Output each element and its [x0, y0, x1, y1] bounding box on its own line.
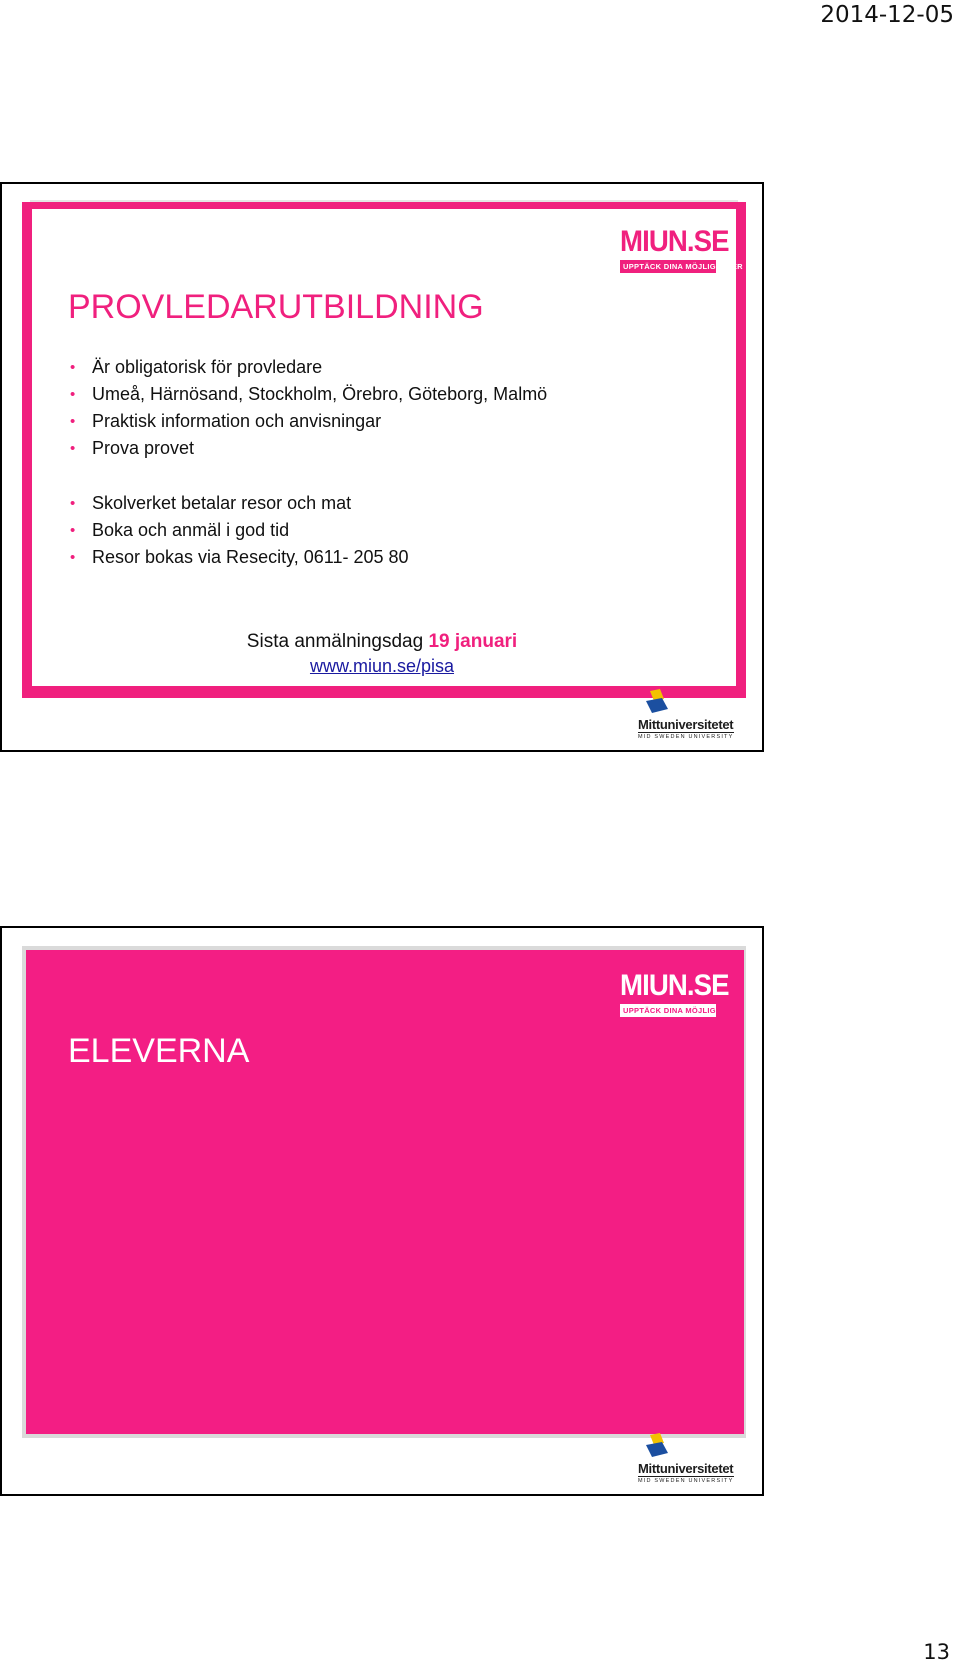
deadline-block — [2, 630, 762, 679]
list-item: • Prova provet — [68, 435, 547, 462]
university-logo — [638, 1433, 734, 1484]
list-item: • Boka och anmäl i god tid — [68, 517, 547, 544]
logo-tagline: UPPTÄCK DINA MÖJLIGHETER — [620, 1004, 716, 1017]
university-subtitle: MID SWEDEN UNIVERSITY — [638, 1478, 734, 1484]
logo-tagline: UPPTÄCK DINA MÖJLIGHETER — [620, 260, 716, 273]
miun-logo — [620, 225, 743, 273]
logo-wordmark: MIUN.SE — [620, 969, 729, 1002]
slide-title: PROVLEDARUTBILDNING — [68, 288, 484, 326]
slide-eleverna — [0, 926, 764, 1496]
list-item: • Är obligatorisk för provledare — [68, 354, 547, 381]
logo-wordmark: MIUN.SE — [620, 225, 729, 258]
university-name: Mittuniversitetet — [638, 1461, 734, 1476]
deadline-date: 19 januari — [428, 631, 518, 652]
bullet-icon: • — [70, 495, 76, 512]
bullet-icon: • — [70, 522, 76, 539]
university-subtitle: MID SWEDEN UNIVERSITY — [638, 734, 734, 740]
slide-title: ELEVERNA — [68, 1032, 250, 1070]
pink-panel — [22, 946, 746, 1438]
bullet-list — [68, 354, 547, 571]
university-emblem-icon — [642, 689, 672, 715]
list-item: • Skolverket betalar resor och mat — [68, 490, 547, 517]
list-item: • Praktisk information och anvisningar — [68, 408, 547, 435]
bullet-icon: • — [70, 359, 76, 376]
university-emblem-icon — [642, 1433, 672, 1459]
slide-provledarutbildning — [0, 182, 764, 752]
list-item: • Umeå, Härnösand, Stockholm, Örebro, Göteborg, Malmö — [68, 381, 547, 408]
page-number: 13 — [923, 1640, 950, 1664]
university-logo — [638, 689, 734, 740]
print-date: 2014-12-05 — [820, 2, 954, 28]
list-item: • Resor bokas via Resecity, 0611- 205 80 — [68, 544, 547, 571]
bullet-icon: • — [70, 440, 76, 457]
pisa-link[interactable]: www.miun.se/pisa — [309, 656, 455, 676]
miun-logo — [620, 969, 743, 1017]
deadline-label: Sista anmälningsdag — [246, 631, 424, 652]
bullet-icon: • — [70, 386, 76, 403]
bullet-icon: • — [70, 549, 76, 566]
bullet-icon: • — [70, 413, 76, 430]
university-name: Mittuniversitetet — [638, 717, 734, 732]
